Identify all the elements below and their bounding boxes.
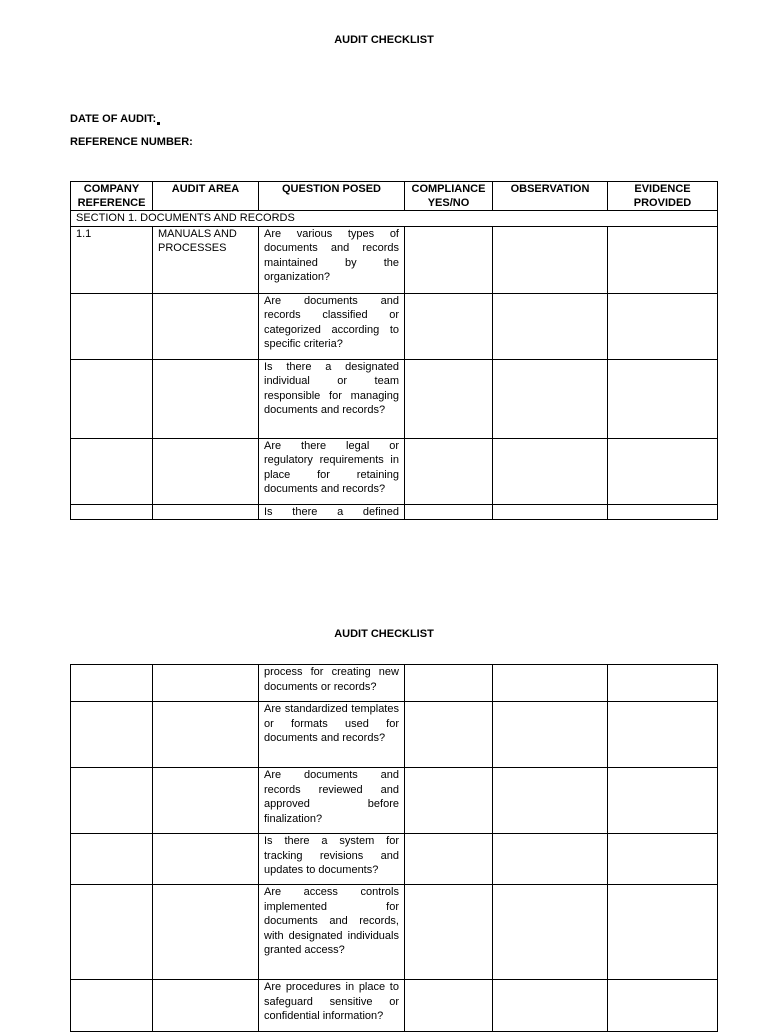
audit-area-cell <box>153 293 259 359</box>
compliance-cell[interactable] <box>405 702 493 768</box>
compliance-cell[interactable] <box>405 504 493 520</box>
evidence-cell[interactable] <box>608 504 718 520</box>
company-reference-cell: 1.1 <box>71 226 153 293</box>
company-reference-cell <box>71 702 153 768</box>
compliance-cell[interactable] <box>405 768 493 834</box>
question-cell: Are documents and records reviewed and approved before finalization? <box>259 768 405 834</box>
company-reference-cell <box>71 768 153 834</box>
compliance-cell[interactable] <box>405 665 493 702</box>
table-row <box>71 293 718 359</box>
audit-area-cell <box>153 702 259 768</box>
question-cell: Is there a defined <box>259 504 405 520</box>
company-reference-cell <box>71 359 153 438</box>
compliance-cell[interactable] <box>405 293 493 359</box>
audit-area-cell <box>153 665 259 702</box>
audit-area-cell <box>153 504 259 520</box>
table-row <box>71 504 718 520</box>
compliance-cell[interactable] <box>405 834 493 885</box>
header-question-posed: QUESTION POSED <box>259 182 405 211</box>
question-cell: Are various types of documents and records maintained by the organization? <box>259 226 405 293</box>
table-row <box>71 359 718 438</box>
compliance-cell[interactable] <box>405 885 493 980</box>
observation-cell[interactable] <box>493 834 608 885</box>
audit-area-cell <box>153 834 259 885</box>
company-reference-cell <box>71 885 153 980</box>
evidence-cell[interactable] <box>608 768 718 834</box>
page-title: AUDIT CHECKLIST <box>334 34 434 46</box>
page-title: AUDIT CHECKLIST <box>334 628 434 640</box>
company-reference-cell <box>71 438 153 504</box>
question-cell: Are documents and records classified or categorized according to specific criteria? <box>259 293 405 359</box>
table-row <box>71 885 718 980</box>
question-cell: Are procedures in place to safeguard sensitive or confidential information? <box>259 980 405 1032</box>
table-row <box>71 768 718 834</box>
evidence-cell[interactable] <box>608 702 718 768</box>
section-row <box>71 211 718 227</box>
question-cell: Are access controls implemented for documents and records, with designated individuals granted access? <box>259 885 405 980</box>
audit-area-cell: MANUALS AND PROCESSES <box>153 226 259 293</box>
company-reference-cell <box>71 293 153 359</box>
audit-checklist-table-continued <box>70 664 718 1032</box>
audit-area-cell <box>153 768 259 834</box>
audit-area-cell <box>153 885 259 980</box>
table-row <box>71 438 718 504</box>
observation-cell[interactable] <box>493 665 608 702</box>
header-compliance: COMPLIANCE YES/NO <box>405 182 493 211</box>
table-row <box>71 702 718 768</box>
observation-cell[interactable] <box>493 768 608 834</box>
table-header-row <box>71 182 718 211</box>
table-row <box>71 834 718 885</box>
header-observation: OBSERVATION <box>493 182 608 211</box>
evidence-cell[interactable] <box>608 438 718 504</box>
table-row <box>71 226 718 293</box>
audit-checklist-table <box>70 181 718 520</box>
date-of-audit-label: DATE OF AUDIT: <box>70 113 160 125</box>
evidence-cell[interactable] <box>608 665 718 702</box>
audit-area-cell <box>153 438 259 504</box>
reference-number-label: REFERENCE NUMBER: <box>70 136 193 148</box>
company-reference-cell <box>71 665 153 702</box>
question-cell: Are there legal or regulatory requirements in place for retaining documents and records? <box>259 438 405 504</box>
header-audit-area: AUDIT AREA <box>153 182 259 211</box>
question-cell: Is there a system for tracking revisions and updates to documents? <box>259 834 405 885</box>
observation-cell[interactable] <box>493 885 608 980</box>
observation-cell[interactable] <box>493 438 608 504</box>
section-title: SECTION 1. DOCUMENTS AND RECORDS <box>71 211 718 227</box>
question-cell: Is there a designated individual or team responsible for managing documents and records? <box>259 359 405 438</box>
compliance-cell[interactable] <box>405 226 493 293</box>
evidence-cell[interactable] <box>608 885 718 980</box>
header-evidence-provided: EVIDENCE PROVIDED <box>608 182 718 211</box>
audit-area-cell <box>153 359 259 438</box>
evidence-cell[interactable] <box>608 293 718 359</box>
observation-cell[interactable] <box>493 359 608 438</box>
evidence-cell[interactable] <box>608 834 718 885</box>
observation-cell[interactable] <box>493 504 608 520</box>
evidence-cell[interactable] <box>608 226 718 293</box>
observation-cell[interactable] <box>493 293 608 359</box>
question-cell: Are standardized templates or formats used for documents and records? <box>259 702 405 768</box>
company-reference-cell <box>71 504 153 520</box>
compliance-cell[interactable] <box>405 438 493 504</box>
header-company-reference: COMPANY REFERENCE <box>71 182 153 211</box>
table-row <box>71 665 718 702</box>
observation-cell[interactable] <box>493 226 608 293</box>
question-cell: process for creating new documents or records? <box>259 665 405 702</box>
compliance-cell[interactable] <box>405 359 493 438</box>
observation-cell[interactable] <box>493 702 608 768</box>
evidence-cell[interactable] <box>608 359 718 438</box>
company-reference-cell <box>71 834 153 885</box>
